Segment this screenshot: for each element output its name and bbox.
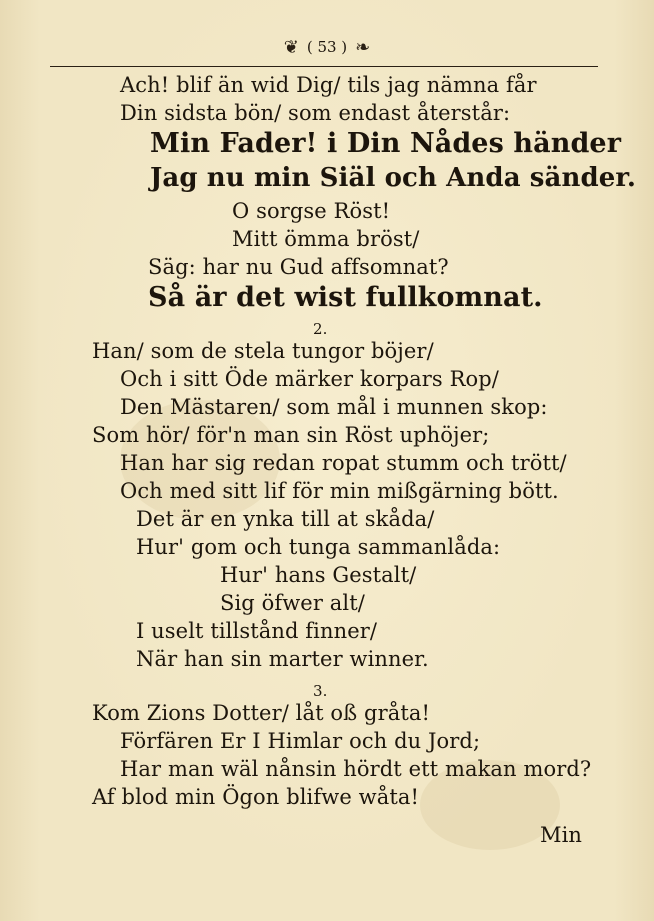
verse-line: Den Mästaren/ som mål i munnen skop: — [120, 395, 548, 419]
verse-line: Sig öfwer alt/ — [220, 591, 365, 615]
page-header — [0, 34, 654, 60]
catchword: Min — [540, 823, 583, 847]
verse-line: Hur' gom och tunga sammanlåda: — [136, 535, 501, 559]
verse-line: Kom Zions Dotter/ låt oß gråta! — [92, 701, 431, 725]
verse-line: Som hör/ för'n man sin Röst uphöjer; — [92, 423, 490, 447]
verse-line: Af blod min Ögon blifwe wåta! — [92, 785, 420, 809]
verse-line: Och i sitt Öde märker korpars Rop/ — [120, 367, 499, 391]
stanza-number: 3. — [313, 682, 328, 700]
verse-line: Mitt ömma bröst/ — [232, 227, 420, 251]
verse-line: I uselt tillstånd finner/ — [136, 619, 378, 643]
verse-line: När han sin marter winner. — [136, 647, 429, 671]
page-number: ( 53 ) — [306, 38, 348, 56]
verse-line: Din sidsta bön/ som endast återstår: — [120, 101, 511, 125]
stanza-number: 2. — [313, 320, 328, 338]
verse-line: Han har sig redan ropat stumm och trött/ — [120, 451, 567, 475]
verse-line: Säg: har nu Gud affsomnat? — [148, 255, 449, 279]
verse-line: Hur' hans Gestalt/ — [220, 563, 417, 587]
verse-line: Ach! blif än wid Dig/ tils jag nämna får — [120, 73, 537, 97]
ornament-left-icon: ❦ — [283, 36, 299, 58]
verse-line: Min Fader! i Din Nådes händer — [150, 128, 622, 159]
verse-line: Det är en ynka till at skåda/ — [136, 507, 435, 531]
ornament-right-icon: ❧ — [355, 36, 371, 58]
header-rule — [50, 66, 598, 67]
verse-line: Och med sitt lif för min mißgärning bött. — [120, 479, 559, 503]
verse-line: Han/ som de stela tungor böjer/ — [92, 339, 434, 363]
verse-line: O sorgse Röst! — [232, 199, 391, 223]
verse-line: Så är det wist fullkomnat. — [148, 282, 543, 313]
verse-line: Förfären Er I Himlar och du Jord; — [120, 729, 481, 753]
verse-line: Har man wäl nånsin hördt ett makan mord? — [120, 757, 592, 781]
verse-line: Jag nu min Siäl och Anda sänder. — [150, 163, 636, 193]
